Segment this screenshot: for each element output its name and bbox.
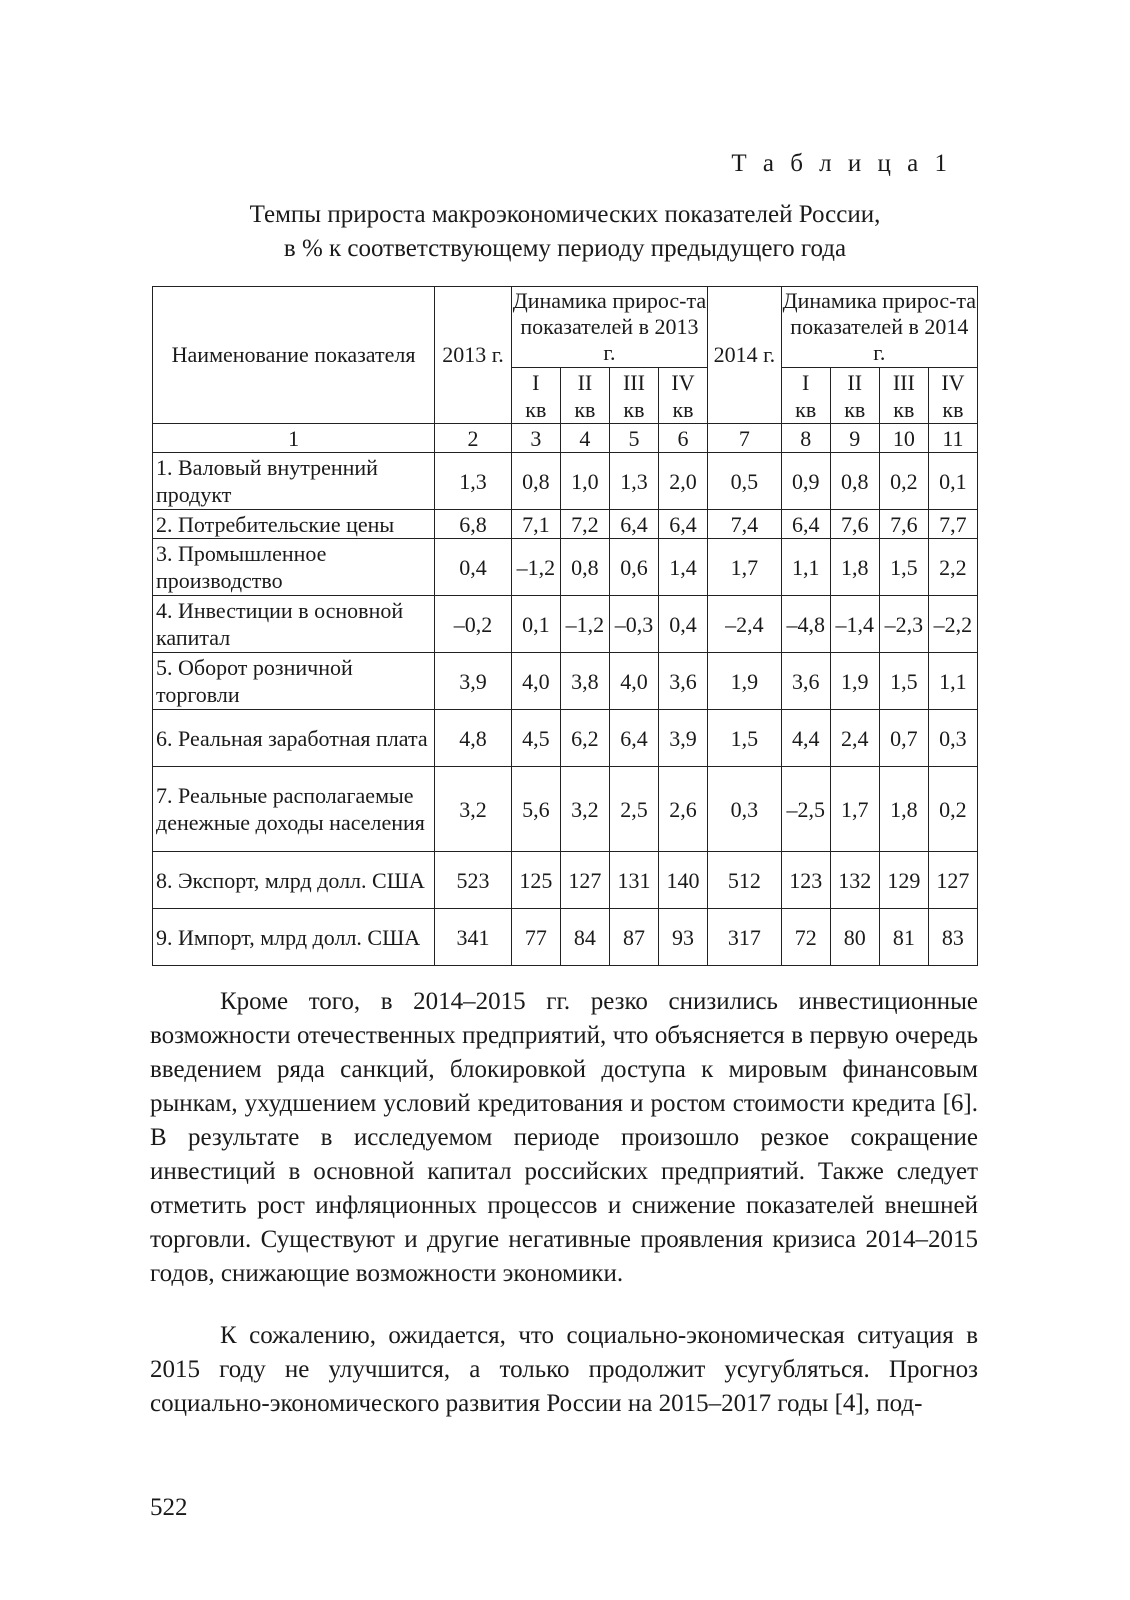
indicator-value: 7,6 [830, 510, 879, 539]
indicator-value: 0,4 [658, 596, 707, 653]
table-title [150, 198, 980, 266]
header-name: Наименование показателя [153, 287, 435, 424]
indicator-value: 0,8 [560, 539, 609, 596]
quarter-header: III кв [609, 368, 658, 424]
indicator-value: –4,8 [781, 596, 830, 653]
table-title-line-1: Темпы прироста макроэкономических показателей России, [249, 201, 881, 228]
indicator-name: 3. Промышленное производство [153, 539, 435, 596]
column-number: 7 [708, 424, 782, 453]
indicator-value: 125 [511, 852, 560, 909]
indicator-value: 5,6 [511, 767, 560, 852]
indicator-value: 0,2 [879, 453, 928, 510]
table-title-line-2: в % к соответствующему периоду предыдущего года [283, 235, 847, 262]
indicator-value: 2,4 [830, 710, 879, 767]
indicator-value: 0,3 [928, 710, 977, 767]
indicator-value: 341 [435, 909, 512, 966]
header-dynamics-2013: Динамика прирос-та показателей в 2013 г. [511, 287, 707, 368]
indicator-value: 7,1 [511, 510, 560, 539]
indicator-value: 1,9 [830, 653, 879, 710]
indicator-value: 7,2 [560, 510, 609, 539]
indicator-name: 9. Импорт, млрд долл. США [153, 909, 435, 966]
indicator-value: 0,1 [511, 596, 560, 653]
indicator-value: 7,7 [928, 510, 977, 539]
indicator-value: 127 [928, 852, 977, 909]
indicator-value: 0,8 [830, 453, 879, 510]
indicator-value: 0,2 [928, 767, 977, 852]
indicator-value: 1,1 [781, 539, 830, 596]
indicator-value: 0,1 [928, 453, 977, 510]
indicator-name: 2. Потребительские цены [153, 510, 435, 539]
table-row [153, 710, 978, 767]
indicator-value: 84 [560, 909, 609, 966]
indicator-value: –0,3 [609, 596, 658, 653]
column-number: 8 [781, 424, 830, 453]
quarter-header: IV кв [928, 368, 977, 424]
indicator-value: –2,5 [781, 767, 830, 852]
table-row [153, 767, 978, 852]
indicator-value: 0,3 [708, 767, 782, 852]
indicator-value: 2,6 [658, 767, 707, 852]
indicator-name: 6. Реальная заработная плата [153, 710, 435, 767]
indicator-value: 3,6 [658, 653, 707, 710]
quarter-header: II кв [830, 368, 879, 424]
indicator-value: 6,4 [609, 510, 658, 539]
header-2014: 2014 г. [708, 287, 782, 424]
indicator-value: 129 [879, 852, 928, 909]
table-row [153, 453, 978, 510]
indicator-name: 5. Оборот розничной торговли [153, 653, 435, 710]
table-row [153, 852, 978, 909]
indicator-value: 2,0 [658, 453, 707, 510]
indicator-value: 1,5 [879, 539, 928, 596]
indicator-value: –2,2 [928, 596, 977, 653]
indicator-value: 72 [781, 909, 830, 966]
header-dynamics-2014: Динамика прирос-та показателей в 2014 г. [781, 287, 977, 368]
column-number: 3 [511, 424, 560, 453]
table-row [153, 909, 978, 966]
indicator-value: 4,4 [781, 710, 830, 767]
indicator-value: 3,2 [435, 767, 512, 852]
indicator-value: 3,6 [781, 653, 830, 710]
indicator-value: 2,2 [928, 539, 977, 596]
indicator-value: 0,8 [511, 453, 560, 510]
indicator-value: 1,1 [928, 653, 977, 710]
indicators-table [152, 286, 978, 966]
indicator-value: –1,4 [830, 596, 879, 653]
column-number: 2 [435, 424, 512, 453]
indicator-value: –0,2 [435, 596, 512, 653]
indicator-name: 1. Валовый внутренний продукт [153, 453, 435, 510]
indicator-value: 7,4 [708, 510, 782, 539]
indicator-value: 4,0 [511, 653, 560, 710]
column-number: 1 [153, 424, 435, 453]
indicator-value: 0,4 [435, 539, 512, 596]
indicator-value: –2,4 [708, 596, 782, 653]
column-numbers-row [153, 424, 978, 453]
paragraph-2: К сожалению, ожидается, что социально-экономическая ситуация в 2015 году не улучшится, а только продолжит усугубляться. Прогноз социально-экономического развития России на 2015–2017 годы [4], под- [150, 1322, 978, 1417]
indicator-value: 0,7 [879, 710, 928, 767]
table-row [153, 596, 978, 653]
indicator-value: 140 [658, 852, 707, 909]
indicator-value: 3,2 [560, 767, 609, 852]
indicator-value: 81 [879, 909, 928, 966]
indicator-value: 3,8 [560, 653, 609, 710]
column-number: 10 [879, 424, 928, 453]
quarter-header: IV кв [658, 368, 707, 424]
indicator-value: 2,5 [609, 767, 658, 852]
quarter-header: II кв [560, 368, 609, 424]
indicator-value: 1,0 [560, 453, 609, 510]
indicator-value: 523 [435, 852, 512, 909]
indicator-value: 1,5 [708, 710, 782, 767]
indicator-name: 7. Реальные располагаемые денежные доходы населения [153, 767, 435, 852]
indicator-value: 4,5 [511, 710, 560, 767]
indicator-value: 317 [708, 909, 782, 966]
indicator-value: –1,2 [511, 539, 560, 596]
indicator-value: –1,2 [560, 596, 609, 653]
page-number: 522 [150, 1494, 188, 1521]
quarter-header: III кв [879, 368, 928, 424]
indicator-value: 123 [781, 852, 830, 909]
indicator-value: 1,3 [435, 453, 512, 510]
indicator-value: 4,0 [609, 653, 658, 710]
indicator-value: 3,9 [435, 653, 512, 710]
column-number: 6 [658, 424, 707, 453]
indicator-name: 8. Экспорт, млрд долл. США [153, 852, 435, 909]
indicator-value: 1,9 [708, 653, 782, 710]
indicator-value: 1,7 [830, 767, 879, 852]
table-row [153, 539, 978, 596]
indicator-value: 1,7 [708, 539, 782, 596]
quarter-header: I кв [511, 368, 560, 424]
indicator-value: 0,5 [708, 453, 782, 510]
table-row [153, 510, 978, 539]
indicator-value: 80 [830, 909, 879, 966]
table-label: Т а б л и ц а 1 [731, 150, 952, 177]
indicator-value: 1,8 [879, 767, 928, 852]
indicator-value: 3,9 [658, 710, 707, 767]
indicator-value: 127 [560, 852, 609, 909]
quarter-header: I кв [781, 368, 830, 424]
indicator-value: 77 [511, 909, 560, 966]
indicator-value: 83 [928, 909, 977, 966]
indicator-value: 1,4 [658, 539, 707, 596]
indicator-value: 6,4 [781, 510, 830, 539]
indicator-value: 131 [609, 852, 658, 909]
indicator-value: 1,5 [879, 653, 928, 710]
table-row [153, 653, 978, 710]
column-number: 4 [560, 424, 609, 453]
indicator-value: 6,2 [560, 710, 609, 767]
indicator-value: 512 [708, 852, 782, 909]
paragraph-1: Кроме того, в 2014–2015 гг. резко снизились инвестиционные возможности отечественных предприятий, что объясняется в первую очередь введением ряда санкций, блокировкой доступа к мировым финансовым рынкам, ухудшением условий кредитования и ростом стоимости кредита [6]. В результате в исследуемом периоде произошло резкое сокращение инвестиций в основной капитал российских предприятий. Также следует отметить рост инфляционных процессов и снижение показателей внешней торговли. Существуют и другие негативные проявления кризиса 2014–2015 годов, снижающие возможности экономики. [150, 988, 978, 1287]
indicator-name: 4. Инвестиции в основной капитал [153, 596, 435, 653]
indicator-value: 87 [609, 909, 658, 966]
column-number: 11 [928, 424, 977, 453]
indicator-value: 6,4 [609, 710, 658, 767]
indicator-value: 93 [658, 909, 707, 966]
column-number: 9 [830, 424, 879, 453]
indicator-value: –2,3 [879, 596, 928, 653]
indicator-value: 1,3 [609, 453, 658, 510]
indicator-value: 132 [830, 852, 879, 909]
column-number: 5 [609, 424, 658, 453]
indicator-value: 0,9 [781, 453, 830, 510]
indicator-value: 4,8 [435, 710, 512, 767]
indicator-value: 6,4 [658, 510, 707, 539]
header-2013: 2013 г. [435, 287, 512, 424]
indicator-value: 7,6 [879, 510, 928, 539]
indicator-value: 0,6 [609, 539, 658, 596]
indicator-value: 6,8 [435, 510, 512, 539]
indicator-value: 1,8 [830, 539, 879, 596]
